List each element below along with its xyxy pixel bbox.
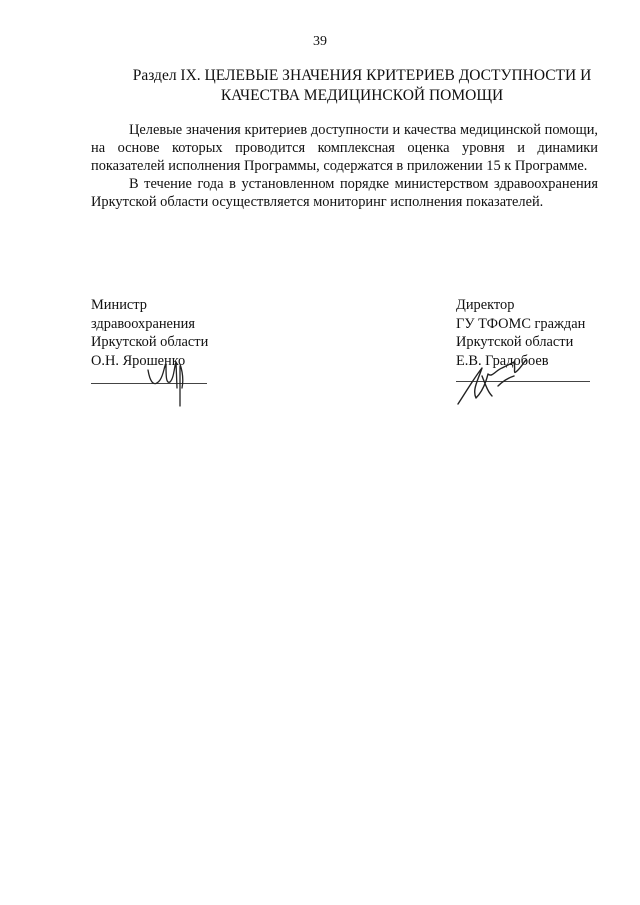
signature-left — [140, 348, 200, 408]
signatory-left-position: Министр — [91, 297, 147, 313]
signatory-right-region: Иркутской области — [456, 334, 574, 351]
section-heading-line-2: КАЧЕСТВА МЕДИЦИНСКОЙ ПОМОЩИ — [220, 87, 504, 104]
body-text — [91, 121, 598, 211]
signatory-right-name: Е.В. Градобоев — [456, 353, 549, 370]
signatory-right-organization: ГУ ТФОМС граждан — [456, 315, 586, 332]
signatory-left-region: Иркутской области — [91, 334, 209, 351]
section-heading-line-1: Раздел IX. ЦЕЛЕВЫЕ ЗНАЧЕНИЯ КРИТЕРИЕВ ДОСТУПНОСТИ И — [132, 67, 592, 84]
paragraph-monitoring: В течение года в установленном порядке министерством здравоохранения Иркутской области осуществляется мониторинг исполнения показателей. — [91, 176, 598, 210]
page-number: 39 — [313, 34, 327, 49]
signature-right — [452, 356, 542, 408]
paragraph-criteria: Целевые значения критериев доступности и качества медицинской помощи, на основе которых проводится комплексная оценка уровня и динамики показателей исполнения Программы, содержатся в приложении 15 к Программе. — [91, 122, 598, 174]
signatory-left-name: О.Н. Ярошенко — [91, 353, 186, 370]
signatory-right-position: Директор — [456, 297, 515, 313]
signatory-left-department: здравоохранения — [91, 315, 195, 332]
section-heading — [100, 66, 624, 106]
